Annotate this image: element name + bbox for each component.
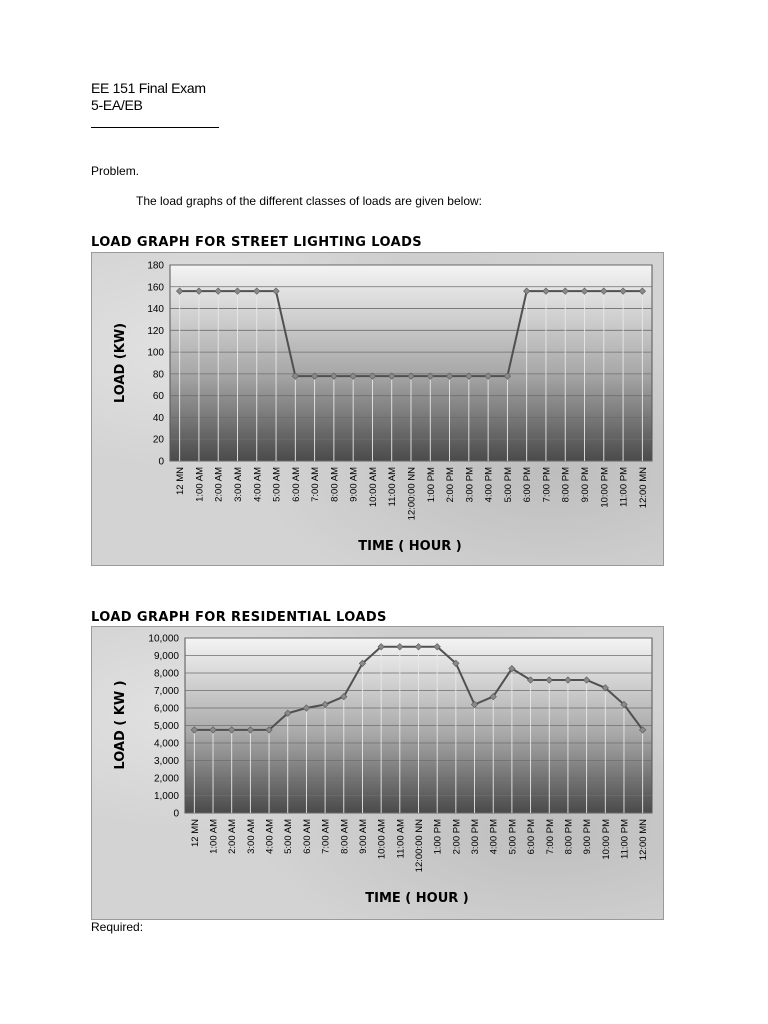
intro-text: The load graphs of the different classes of loads are given below: (136, 194, 482, 208)
x-tick-label: 2:00 PM (451, 819, 463, 855)
section-code: 5-EA/EB (91, 97, 143, 113)
y-tick-label: 10,000 (148, 633, 179, 645)
x-tick-label: 9:00 AM (348, 467, 360, 502)
x-tick-label: 6:00 AM (290, 467, 302, 502)
x-tick-label: 8:00 PM (563, 819, 575, 855)
y-tick-label: 80 (152, 369, 164, 381)
y-axis-title: LOAD ( KW ) (113, 680, 128, 770)
y-tick-label: 0 (158, 456, 164, 468)
y-tick-label: 9,000 (153, 651, 179, 662)
x-tick-label: 12:00 MN (638, 819, 650, 861)
y-tick-label: 3,000 (153, 756, 179, 767)
x-tick-label: 8:00 PM (560, 467, 572, 503)
y-tick-label: 8,000 (153, 668, 179, 680)
chart-0-svg (92, 253, 663, 565)
x-tick-label: 10:00 PM (599, 467, 611, 508)
name-blank-line (91, 127, 219, 128)
x-tick-label: 12:00:00 NN (414, 819, 425, 873)
x-tick-label: 4:00 PM (488, 819, 500, 855)
y-tick-label: 120 (147, 325, 164, 337)
x-tick-label: 6:00 AM (301, 819, 313, 854)
x-tick-label: 8:00 AM (339, 819, 351, 854)
x-tick-label: 12 MN (175, 467, 187, 495)
chart-1-svg (92, 627, 663, 919)
x-tick-label: 4:00 PM (483, 467, 495, 503)
y-tick-label: 7,000 (153, 686, 179, 697)
exam-title: EE 151 Final Exam (91, 80, 206, 96)
x-tick-label: 5:00 PM (502, 467, 514, 503)
x-tick-label: 11:00 PM (618, 467, 630, 507)
required-label: Required: (91, 920, 144, 934)
y-tick-label: 5,000 (153, 721, 179, 732)
x-tick-label: 4:00 AM (252, 467, 264, 502)
x-tick-label: 3:00 AM (245, 819, 257, 854)
y-tick-label: 20 (152, 434, 164, 446)
y-tick-label: 100 (147, 347, 164, 359)
x-tick-label: 3:00 AM (232, 467, 244, 502)
street-lighting-chart (91, 252, 664, 566)
x-tick-label: 10:00 AM (376, 819, 388, 860)
x-tick-label: 6:00 PM (526, 819, 538, 855)
x-tick-label: 5:00 AM (271, 467, 283, 502)
x-tick-label: 3:00 PM (464, 467, 476, 503)
x-tick-label: 12 MN (189, 819, 201, 847)
x-tick-label: 1:00 PM (425, 467, 437, 503)
x-tick-label: 2:00 PM (445, 467, 457, 503)
y-tick-label: 40 (152, 412, 164, 424)
x-tick-label: 1:00 AM (194, 467, 206, 502)
y-tick-label: 6,000 (153, 703, 179, 715)
exam-header (91, 80, 206, 114)
y-tick-label: 60 (152, 391, 164, 403)
problem-label: Problem. (91, 164, 140, 178)
y-tick-label: 4,000 (153, 738, 179, 750)
x-tick-label: 11:00 AM (395, 819, 407, 859)
chart-1-title: LOAD GRAPH FOR STREET LIGHTING LOADS (91, 235, 423, 250)
x-tick-label: 2:00 AM (227, 819, 239, 854)
x-tick-label: 1:00 PM (432, 819, 444, 855)
x-tick-label: 7:00 PM (544, 819, 556, 855)
x-tick-label: 1:00 AM (208, 819, 220, 854)
x-tick-label: 12:00:00 NN (406, 467, 418, 521)
y-tick-label: 0 (173, 808, 179, 820)
y-tick-label: 160 (147, 282, 164, 294)
x-tick-label: 11:00 AM (387, 467, 399, 507)
x-tick-label: 6:00 PM (522, 467, 534, 503)
x-tick-label: 12:00 MN (637, 467, 649, 509)
x-tick-label: 3:00 PM (470, 819, 482, 855)
chart-2-title: LOAD GRAPH FOR RESIDENTIAL LOADS (91, 610, 387, 625)
x-tick-label: 4:00 AM (264, 819, 276, 854)
x-tick-label: 10:00 PM (600, 819, 612, 860)
x-axis-title: TIME ( HOUR ) (365, 891, 469, 906)
x-tick-label: 7:00 PM (541, 467, 553, 503)
x-tick-label: 5:00 PM (507, 819, 519, 855)
x-tick-label: 8:00 AM (329, 467, 341, 502)
y-tick-label: 140 (147, 304, 164, 316)
y-tick-label: 1,000 (153, 791, 179, 802)
x-tick-label: 2:00 AM (213, 467, 225, 502)
x-tick-label: 7:00 AM (310, 467, 322, 502)
x-tick-label: 9:00 AM (357, 819, 369, 854)
y-axis-title: LOAD (KW) (113, 322, 128, 404)
x-tick-label: 10:00 AM (367, 467, 379, 508)
residential-chart (91, 626, 664, 920)
y-tick-label: 180 (147, 260, 164, 272)
x-axis-title: TIME ( HOUR ) (358, 539, 462, 554)
x-tick-label: 11:00 PM (619, 819, 631, 859)
x-tick-label: 5:00 AM (283, 819, 295, 854)
x-tick-label: 7:00 AM (320, 819, 332, 854)
y-tick-label: 2,000 (153, 773, 179, 785)
x-tick-label: 9:00 PM (582, 819, 594, 855)
x-tick-label: 9:00 PM (580, 467, 592, 503)
